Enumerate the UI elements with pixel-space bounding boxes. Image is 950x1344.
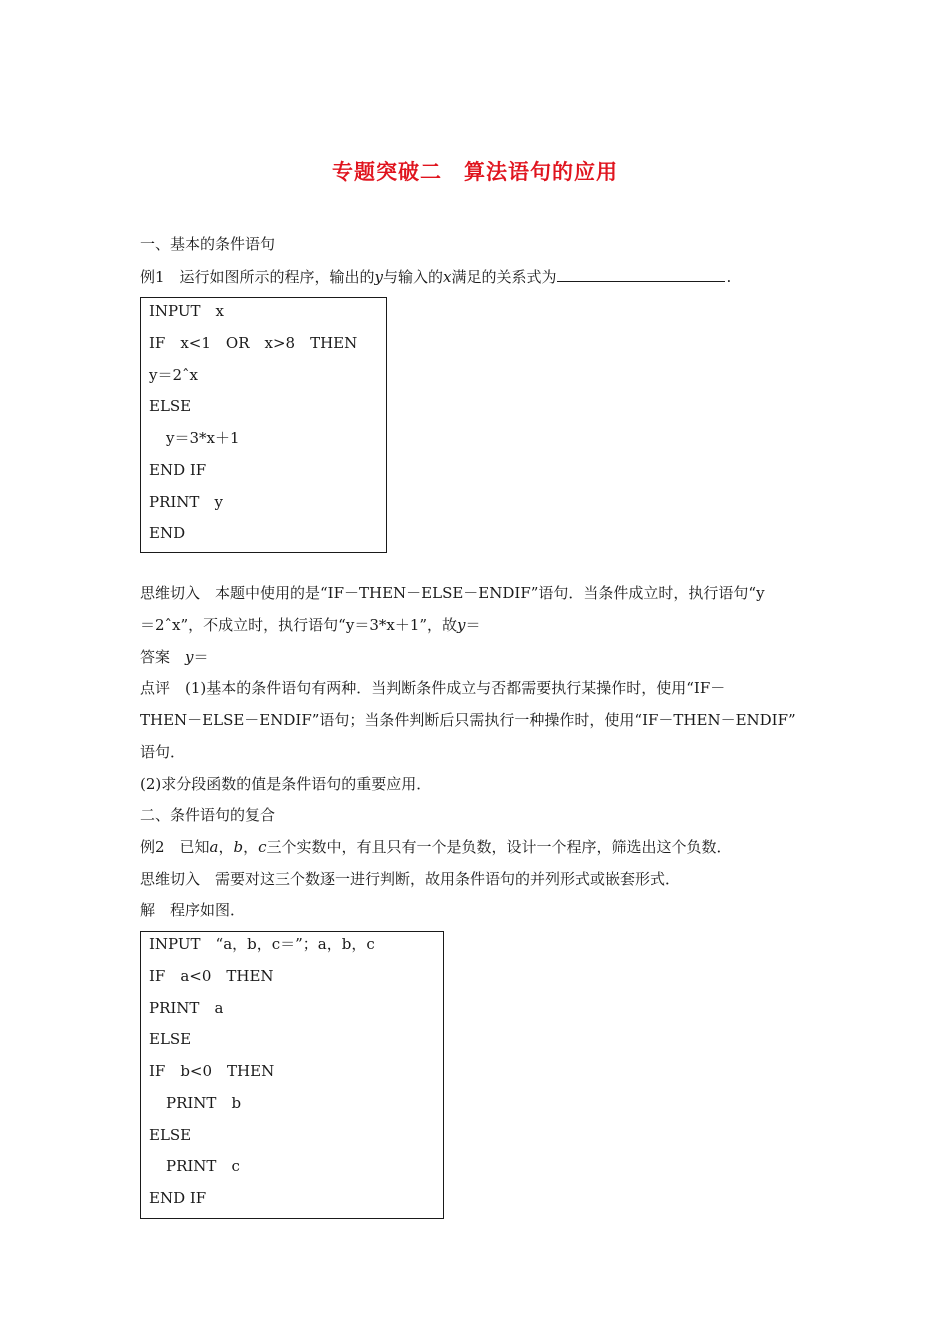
answer1-label: 答案 (140, 648, 186, 666)
example1-question (140, 265, 731, 288)
analysis2: 思维切入 需要对这三个数逐一进行判断，故用条件语句的并列形式或嵌套形式． (140, 870, 681, 888)
example2-var-b: b (233, 838, 244, 856)
analysis1-line2 (140, 614, 481, 636)
comment1-line3: 语句． (140, 743, 186, 761)
comment1-line1: 点评 (1)基本的条件语句有两种．当判断条件成立与否都需要执行某操作时，使用“IF－ (140, 679, 726, 697)
answer-blank[interactable] (557, 265, 725, 282)
answer1 (140, 646, 209, 668)
example1-var-x: x (443, 268, 452, 286)
analysis1-line2b: ＝ (465, 616, 481, 634)
code2-line: END IF (149, 1189, 207, 1207)
analysis1-line2a: ＝2ˆx”，不成立时，执行语句“y＝3*x＋1”，故 (140, 616, 458, 634)
example2-question (140, 836, 732, 858)
code1-line: END (149, 524, 186, 542)
code-box-1 (140, 297, 387, 553)
example1-prefix: 例1 运行如图所示的程序，输出的 (140, 268, 375, 286)
section2-heading: 二、条件语句的复合 (140, 806, 276, 824)
example2-var-c: c (258, 838, 267, 856)
code2-line: ELSE (149, 1126, 192, 1144)
analysis1-line1: 思维切入 本题中使用的是“IF－THEN－ELSE－ENDIF”语句．当条件成立时，执行语句“y (140, 584, 765, 602)
section1-heading: 一、基本的条件语句 (140, 235, 276, 253)
comment1-line4: (2)求分段函数的值是条件语句的重要应用． (140, 775, 432, 793)
answer1-var: y (185, 648, 194, 666)
comment1-line2: THEN－ELSE－ENDIF”语句；当条件判断后只需执行一种操作时，使用“IF－THEN－ENDIF” (140, 711, 796, 729)
answer1-eq: ＝ (193, 648, 209, 666)
title-part1: 专题突破二 (332, 159, 442, 184)
code-box-2 (140, 931, 444, 1219)
code2-line: PRINT c (166, 1157, 240, 1175)
example1-var-y: y (374, 268, 384, 286)
code1-line: END IF (149, 461, 207, 479)
code2-line: IF b<0 THEN (149, 1062, 275, 1080)
solution2: 解 程序如图． (140, 901, 246, 919)
code1-line: ELSE (149, 397, 192, 415)
example2-sep2: ， (243, 838, 259, 856)
code1-line: IF x<1 OR x>8 THEN (149, 334, 358, 352)
page-title (0, 156, 950, 186)
analysis1-var-y: y (457, 616, 466, 634)
example2-prefix: 例2 已知 (140, 838, 210, 856)
code1-line: INPUT x (149, 302, 224, 320)
code1-line: PRINT y (149, 493, 223, 511)
code2-line: PRINT a (149, 999, 224, 1017)
example2-var-a: a (209, 838, 219, 856)
code2-line: INPUT “a，b，c＝”；a，b，c (149, 935, 375, 953)
example1-end: . (726, 268, 732, 286)
example2-suffix: 三个实数中，有且只有一个是负数，设计一个程序，筛选出这个负数． (266, 838, 732, 856)
code1-line: y＝3*x＋1 (166, 429, 240, 447)
code1-line: y＝2ˆx (149, 366, 198, 384)
example1-suffix: 满足的关系式为 (451, 268, 557, 286)
code2-line: ELSE (149, 1030, 192, 1048)
code2-line: IF a<0 THEN (149, 967, 274, 985)
code2-line: PRINT b (166, 1094, 242, 1112)
title-part2: 算法语句的应用 (464, 159, 618, 184)
example2-sep1: ， (218, 838, 234, 856)
example1-mid: 与输入的 (383, 268, 444, 286)
